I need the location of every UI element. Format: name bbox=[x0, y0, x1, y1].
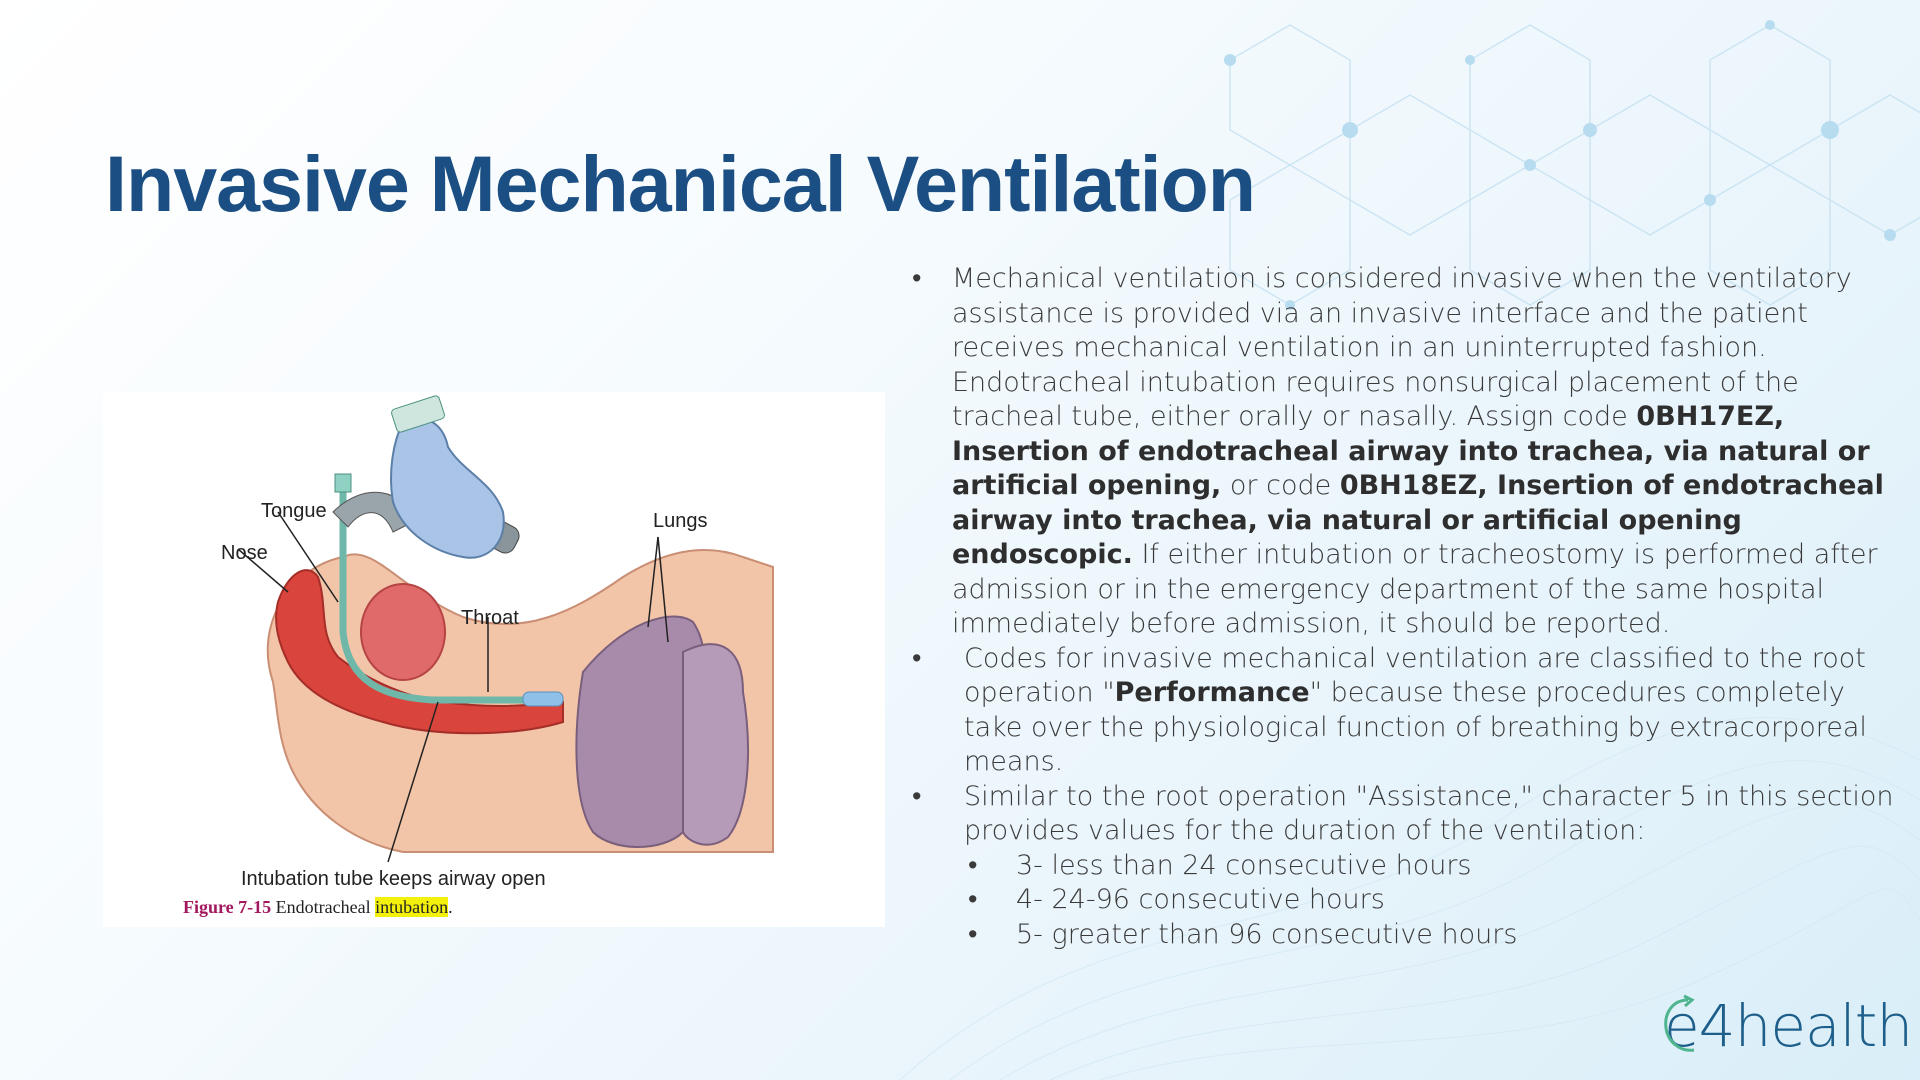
e4health-logo bbox=[1664, 992, 1912, 1060]
label-lungs: Lungs bbox=[653, 510, 708, 532]
figure-caption bbox=[183, 897, 453, 918]
intubation-figure bbox=[103, 392, 885, 927]
caption-end: . bbox=[448, 897, 453, 917]
tongue bbox=[361, 584, 445, 680]
slide-title: Invasive Mechanical Ventilation bbox=[105, 139, 1256, 228]
label-tongue: Tongue bbox=[261, 500, 327, 522]
caption-text: Endotracheal bbox=[275, 897, 371, 917]
label-intubation-tube: Intubation tube keeps airway open bbox=[241, 868, 546, 890]
label-nose: Nose bbox=[221, 542, 268, 564]
label-throat: Throat bbox=[461, 607, 519, 629]
duration-item: • 4- 24-96 consecutive hours bbox=[908, 883, 1898, 918]
code-0bh18ez: 0BH18EZ, Insertion of endotracheal airway into trachea, via natural or artificial opening endoscopic. bbox=[952, 470, 1884, 570]
logo-text: e4health bbox=[1664, 992, 1913, 1060]
performance-term: Performance bbox=[1114, 677, 1310, 708]
caption-highlight: intubation bbox=[375, 897, 449, 917]
circular-arrows-icon bbox=[1660, 994, 1710, 1056]
duration-values bbox=[908, 849, 1898, 953]
bullet-content bbox=[908, 262, 1898, 952]
figure-number: Figure 7-15 bbox=[183, 897, 272, 917]
duration-item: • 5- greater than 96 consecutive hours bbox=[908, 918, 1898, 953]
code-0bh17ez: 0BH17EZ, Insertion of endotracheal airway into trachea, via natural or artificial opening, bbox=[952, 401, 1870, 501]
bullet-performance: • Codes for invasive mechanical ventilation are classified to the root operation "Performance" because these procedures completely take over the physiological function of breathing by extracorporeal means. bbox=[908, 642, 1898, 780]
intubation-illustration bbox=[103, 392, 885, 927]
bullet-invasive-definition: • Mechanical ventilation is considered invasive when the ventilatory assistance is provided via an invasive interface and the patient receives mechanical ventilation in an uninterrupted fashion. Endotracheal intubation requires nonsurgical placement of the tracheal tube, either orally or nasally. Assign code 0BH17EZ, Insertion of endotracheal airway into trachea, via natural or artificial opening, or code 0BH18EZ, Insertion of endotracheal airway into trachea, via natural or artificial opening endoscopic. If either intubation or tracheostomy is performed after admission or in the emergency department of the same hospital immediately before admission, it should be reported. bbox=[908, 262, 1898, 642]
duration-item: • 3- less than 24 consecutive hours bbox=[908, 849, 1898, 884]
bullet-duration: • Similar to the root operation "Assistance," character 5 in this section provides values for the duration of the ventilation: bbox=[908, 780, 1898, 849]
